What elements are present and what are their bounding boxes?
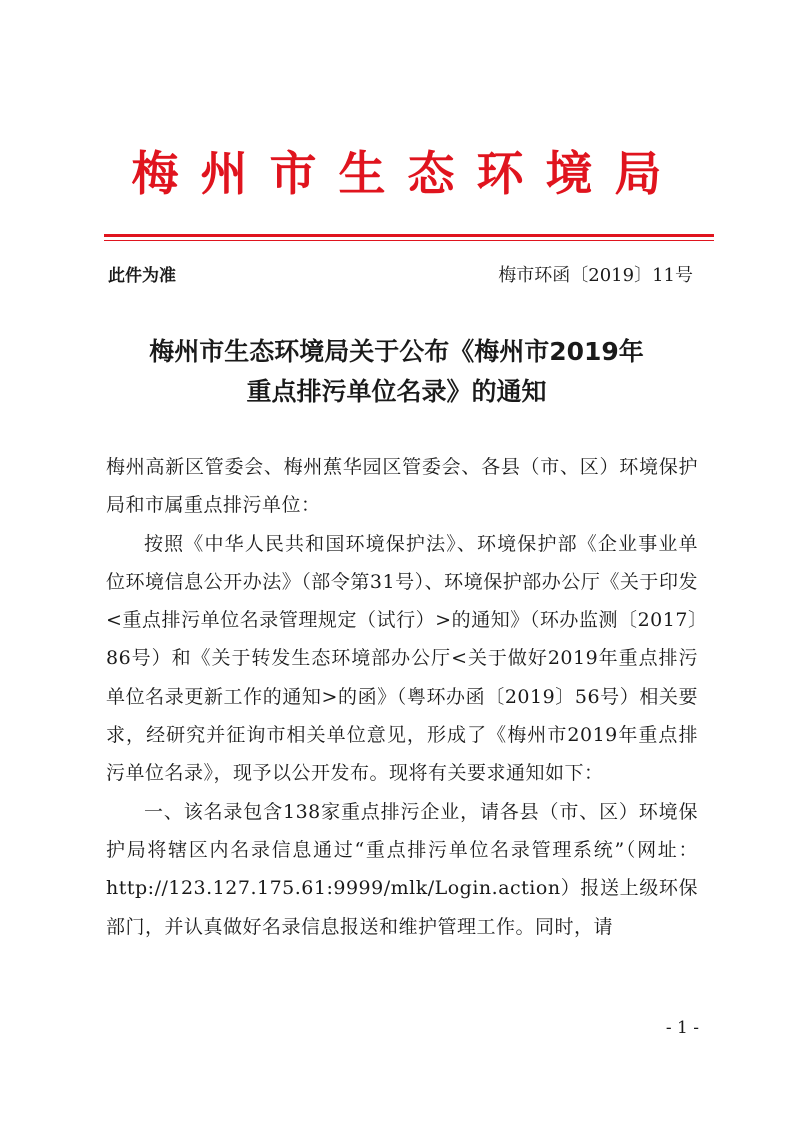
recipients: 梅州高新区管委会、梅州蕉华园区管委会、各县（市、区）环境保护局和市属重点排污单位：	[106, 456, 698, 517]
document-basis-note: 此件为准	[108, 266, 176, 286]
body-paragraph-1: 按照《中华人民共和国环境保护法》、环境保护部《企业事业单位环境信息公开办法》（部令第31号）、环境保护部办公厅《关于印发<重点排污单位名录管理规定（试行）>的通知》（环办监测〔2017〕86号）和《关于转发生态环境部办公厅<关于做好2019年重点排污单位名录更新工作的通知>的函》（粤环办函〔2019〕56号）相关要求，经研究并征询市相关单位意见，形成了《梅州市2019年重点排污单位名录》，现予以公开发布。现将有关要求通知如下：	[106, 532, 698, 785]
document-body	[106, 448, 698, 946]
body-paragraph-2: 一、该名录包含138家重点排污企业，请各县（市、区）环境保护局将辖区内名录信息通过“重点排污单位名录管理系统”（网址：http://123.127.175.61:9999/mlk/Login.action）报送上级环保部门，并认真做好名录信息报送和维护管理工作。同时，请	[106, 800, 698, 938]
page-number: - 1 -	[665, 1018, 699, 1038]
document-title-line-2: 重点排污单位名录》的通知	[246, 377, 547, 406]
header-rule-thin	[104, 240, 714, 241]
issuing-authority-title: 梅州市生态环境局	[131, 147, 684, 202]
document-title-line-1: 梅州市生态环境局关于公布《梅州市2019年	[149, 337, 644, 366]
document-number: 梅市环函〔2019〕11号	[498, 265, 693, 286]
document-title	[0, 332, 793, 412]
header-rule-thick	[104, 234, 714, 237]
